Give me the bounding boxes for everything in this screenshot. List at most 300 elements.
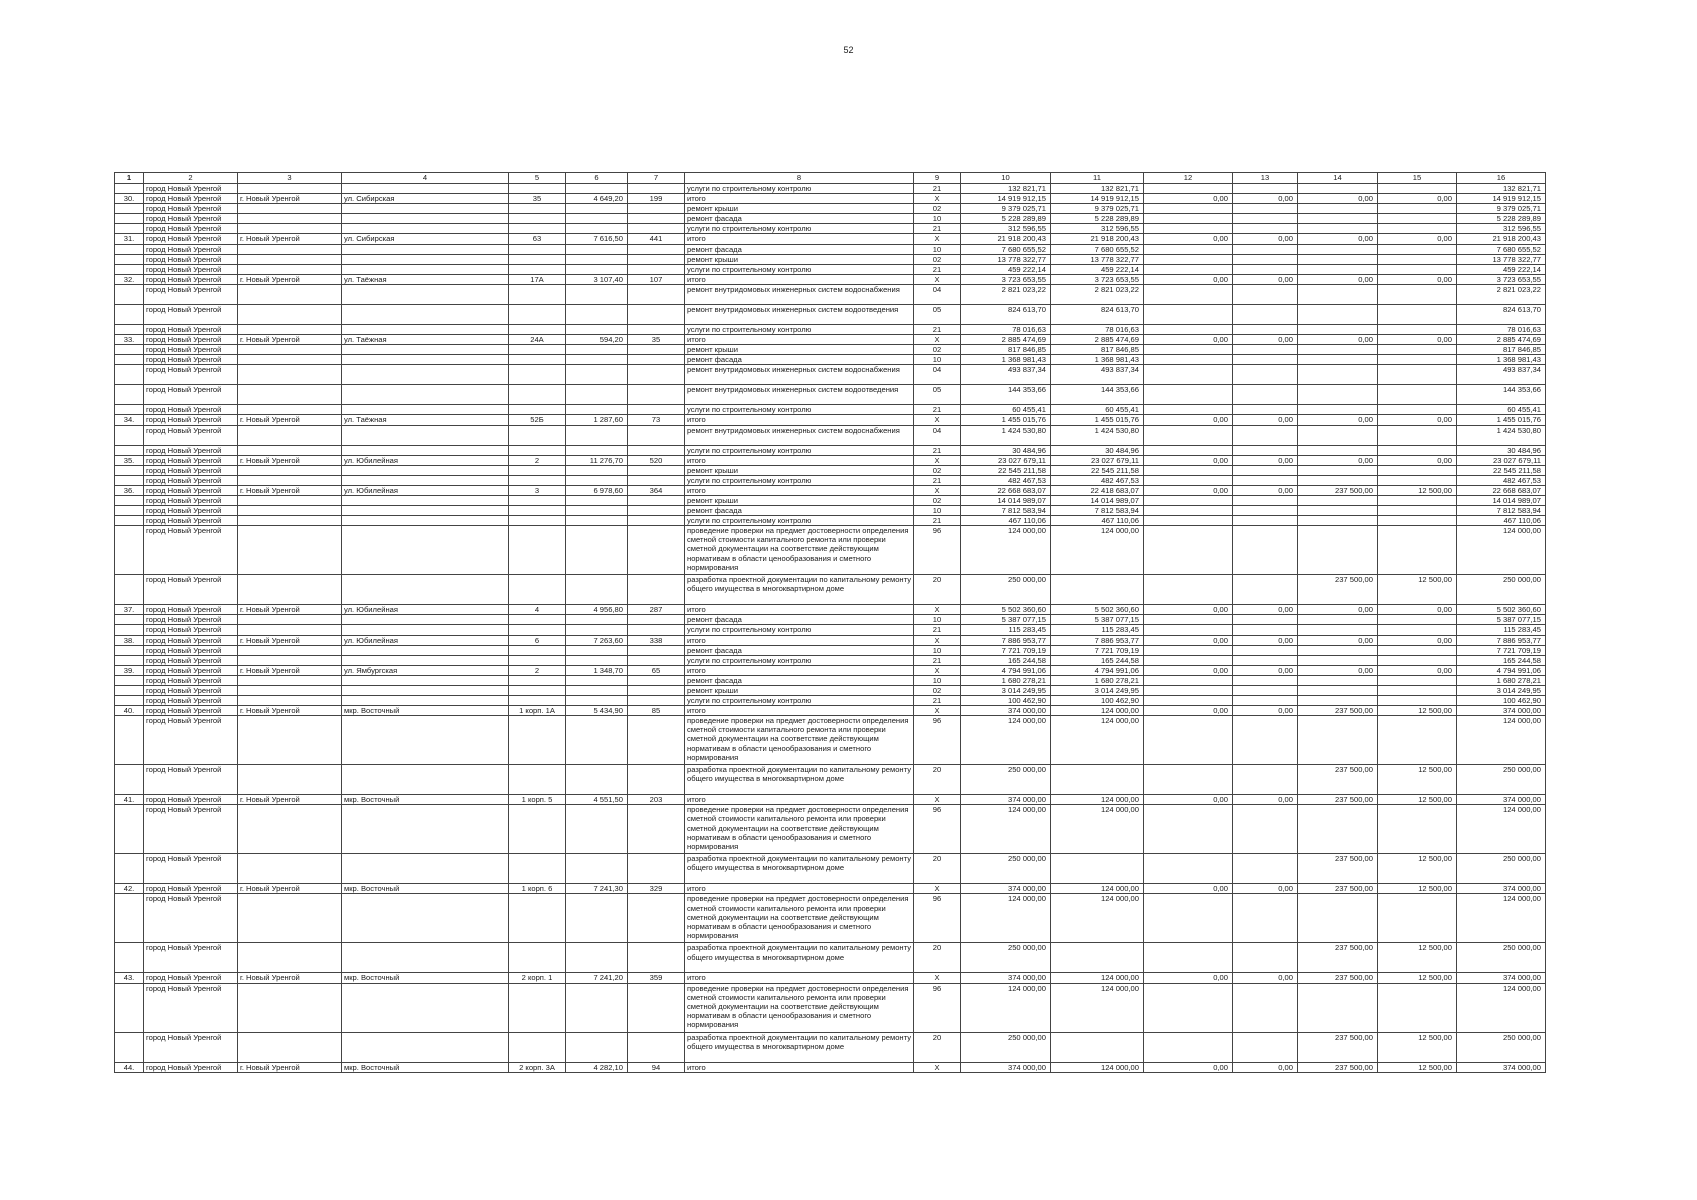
- table-cell-col-8: ремонт крыши: [685, 254, 914, 264]
- table-cell-col-11: 14 919 912,15: [1051, 194, 1144, 204]
- table-cell-col-13: 0,00: [1233, 485, 1298, 495]
- table-cell-col-9: 20: [914, 1032, 961, 1062]
- table-cell-col-2: город Новый Уренгой: [144, 264, 238, 274]
- table-cell-col-5: [509, 686, 566, 696]
- page-number: 52: [843, 45, 854, 55]
- table-cell-col-12: [1144, 475, 1233, 485]
- table-cell-col-6: [566, 645, 628, 655]
- table-cell-col-7: [628, 854, 685, 884]
- table-cell-col-13: [1233, 475, 1298, 485]
- table-cell-col-5: [509, 575, 566, 605]
- table-cell-col-7: 338: [628, 635, 685, 645]
- table-cell-col-4: [342, 224, 509, 234]
- table-cell-col-15: [1378, 805, 1457, 854]
- table-cell-col-12: [1144, 675, 1233, 685]
- table-cell-col-6: [566, 696, 628, 706]
- table-cell-col-1: 34.: [115, 415, 144, 425]
- table-cell-col-2: город Новый Уренгой: [144, 943, 238, 973]
- table-cell-col-14: 237 500,00: [1298, 795, 1378, 805]
- table-row: [115, 716, 1546, 765]
- table-cell-col-11: 132 821,71: [1051, 184, 1144, 194]
- table-cell-col-5: [509, 365, 566, 385]
- table-row: [115, 455, 1546, 465]
- table-cell-col-2: город Новый Уренгой: [144, 385, 238, 405]
- table-cell-col-8: итого: [685, 605, 914, 615]
- table-cell-col-13: [1233, 615, 1298, 625]
- table-cell-col-8: ремонт фасада: [685, 244, 914, 254]
- table-cell-col-2: город Новый Уренгой: [144, 516, 238, 526]
- table-cell-col-9: X: [914, 884, 961, 894]
- table-cell-col-11: 115 283,45: [1051, 625, 1144, 635]
- table-cell-col-3: [238, 324, 342, 334]
- table-cell-col-16: 4 794 991,06: [1457, 665, 1546, 675]
- table-cell-col-11: 7 680 655,52: [1051, 244, 1144, 254]
- table-cell-col-2: город Новый Уренгой: [144, 445, 238, 455]
- table-cell-col-12: [1144, 526, 1233, 575]
- table-cell-col-13: 0,00: [1233, 415, 1298, 425]
- table-row: [115, 234, 1546, 244]
- table-cell-col-1: [115, 943, 144, 973]
- table-cell-col-1: [115, 645, 144, 655]
- table-cell-col-16: 7 721 709,19: [1457, 645, 1546, 655]
- table-cell-col-16: 165 244,58: [1457, 655, 1546, 665]
- table-row: [115, 655, 1546, 665]
- table-cell-col-7: [628, 983, 685, 1032]
- table-cell-col-6: [566, 625, 628, 635]
- table-cell-col-15: [1378, 655, 1457, 665]
- table-cell-col-14: 0,00: [1298, 335, 1378, 345]
- table-row: [115, 983, 1546, 1032]
- table-cell-col-12: [1144, 264, 1233, 274]
- table-cell-col-9: 21: [914, 405, 961, 415]
- table-cell-col-3: [238, 224, 342, 234]
- table-cell-col-2: город Новый Уренгой: [144, 655, 238, 665]
- table-row: [115, 854, 1546, 884]
- table-cell-col-16: 7 680 655,52: [1457, 244, 1546, 254]
- table-cell-col-5: [509, 254, 566, 264]
- table-cell-col-13: [1233, 284, 1298, 304]
- table-row: [115, 884, 1546, 894]
- table-cell-col-6: 4 551,50: [566, 795, 628, 805]
- table-cell-col-7: 359: [628, 973, 685, 983]
- table-cell-col-3: [238, 675, 342, 685]
- table-cell-col-6: [566, 264, 628, 274]
- table-cell-col-5: [509, 405, 566, 415]
- table-cell-col-10: 5 387 077,15: [961, 615, 1051, 625]
- table-cell-col-11: 124 000,00: [1051, 716, 1144, 765]
- table-cell-col-9: 04: [914, 365, 961, 385]
- table-cell-col-12: 0,00: [1144, 485, 1233, 495]
- table-cell-col-10: 250 000,00: [961, 854, 1051, 884]
- table-cell-col-3: [238, 244, 342, 254]
- table-cell-col-12: 0,00: [1144, 665, 1233, 675]
- table-cell-col-8: услуги по строительному контролю: [685, 224, 914, 234]
- table-cell-col-4: ул. Сибирская: [342, 194, 509, 204]
- table-cell-col-10: 1 424 530,80: [961, 425, 1051, 445]
- table-cell-col-10: 132 821,71: [961, 184, 1051, 194]
- table-cell-col-4: ул. Юбилейная: [342, 605, 509, 615]
- table-cell-col-2: город Новый Уренгой: [144, 765, 238, 795]
- table-cell-col-3: [238, 445, 342, 455]
- table-cell-col-12: [1144, 445, 1233, 455]
- table-cell-col-10: 124 000,00: [961, 526, 1051, 575]
- table-cell-col-16: 78 016,63: [1457, 324, 1546, 334]
- table-cell-col-13: [1233, 355, 1298, 365]
- table-cell-col-7: [628, 943, 685, 973]
- table-cell-col-10: 817 846,85: [961, 345, 1051, 355]
- table-cell-col-1: 37.: [115, 605, 144, 615]
- table-cell-col-1: [115, 696, 144, 706]
- table-cell-col-2: город Новый Уренгой: [144, 706, 238, 716]
- table-cell-col-14: [1298, 655, 1378, 665]
- table-cell-col-8: итого: [685, 415, 914, 425]
- table-cell-col-3: [238, 284, 342, 304]
- table-cell-col-5: [509, 385, 566, 405]
- table-cell-col-16: 7 886 953,77: [1457, 635, 1546, 645]
- table-cell-col-16: 14 014 989,07: [1457, 495, 1546, 505]
- table-cell-col-12: [1144, 214, 1233, 224]
- table-cell-col-15: [1378, 345, 1457, 355]
- table-cell-col-1: [115, 805, 144, 854]
- table-cell-col-15: 0,00: [1378, 415, 1457, 425]
- table-row: [115, 615, 1546, 625]
- table-cell-col-9: X: [914, 485, 961, 495]
- table-cell-col-11: 5 228 289,89: [1051, 214, 1144, 224]
- table-cell-col-4: [342, 204, 509, 214]
- table-cell-col-4: [342, 405, 509, 415]
- table-cell-col-3: [238, 264, 342, 274]
- table-cell-col-11: 124 000,00: [1051, 526, 1144, 575]
- table-cell-col-6: [566, 575, 628, 605]
- table-cell-col-14: [1298, 495, 1378, 505]
- table-cell-col-9: X: [914, 665, 961, 675]
- table-cell-col-6: 3 107,40: [566, 274, 628, 284]
- table-cell-col-16: 493 837,34: [1457, 365, 1546, 385]
- table-cell-col-4: [342, 575, 509, 605]
- table-cell-col-10: 144 353,66: [961, 385, 1051, 405]
- table-cell-col-1: [115, 284, 144, 304]
- table-cell-col-9: 21: [914, 625, 961, 635]
- table-cell-col-4: [342, 244, 509, 254]
- table-cell-col-4: [342, 425, 509, 445]
- table-cell-col-3: [238, 405, 342, 415]
- table-cell-col-9: 96: [914, 805, 961, 854]
- table-row: [115, 385, 1546, 405]
- table-cell-col-13: [1233, 425, 1298, 445]
- table-cell-col-7: [628, 244, 685, 254]
- table-cell-col-1: [115, 506, 144, 516]
- table-cell-col-14: [1298, 204, 1378, 214]
- table-cell-col-5: 35: [509, 194, 566, 204]
- table-cell-col-12: [1144, 506, 1233, 516]
- table-cell-col-6: 7 241,20: [566, 973, 628, 983]
- table-cell-col-9: X: [914, 706, 961, 716]
- table-cell-col-14: 237 500,00: [1298, 1062, 1378, 1072]
- table-cell-col-12: 0,00: [1144, 415, 1233, 425]
- table-cell-col-3: [238, 805, 342, 854]
- table-cell-col-9: 20: [914, 765, 961, 795]
- table-cell-col-1: 32.: [115, 274, 144, 284]
- table-cell-col-7: 85: [628, 706, 685, 716]
- table-cell-col-15: 12 500,00: [1378, 485, 1457, 495]
- table-cell-col-15: 12 500,00: [1378, 973, 1457, 983]
- table-cell-col-1: 42.: [115, 884, 144, 894]
- table-cell-col-14: [1298, 264, 1378, 274]
- table-cell-col-3: [238, 943, 342, 973]
- table-row: [115, 335, 1546, 345]
- table-cell-col-8: проведение проверки на предмет достоверности определения сметной стоимости капитального ремонта или проверки сметной документации на соответствие действующим нормативам в области ценообразования и сметного нормирования: [685, 805, 914, 854]
- table-cell-col-1: [115, 894, 144, 943]
- table-cell-col-6: [566, 686, 628, 696]
- table-cell-col-8: услуги по строительному контролю: [685, 445, 914, 455]
- table-cell-col-8: ремонт внутридомовых инженерных систем водоснабжения: [685, 425, 914, 445]
- table-cell-col-7: [628, 284, 685, 304]
- table-cell-col-7: [628, 716, 685, 765]
- table-cell-col-2: город Новый Уренгой: [144, 686, 238, 696]
- table-cell-col-7: [628, 516, 685, 526]
- table-row: [115, 696, 1546, 706]
- table-row: [115, 475, 1546, 485]
- table-cell-col-7: [628, 204, 685, 214]
- table-cell-col-14: [1298, 224, 1378, 234]
- table-cell-col-5: 2 корп. 3А: [509, 1062, 566, 1072]
- table-cell-col-4: [342, 645, 509, 655]
- table-row: [115, 526, 1546, 575]
- table-cell-col-10: 374 000,00: [961, 795, 1051, 805]
- table-cell-col-1: 33.: [115, 335, 144, 345]
- table-cell-col-16: 124 000,00: [1457, 716, 1546, 765]
- column-header-16: 16: [1457, 173, 1546, 184]
- table-cell-col-16: 7 812 583,94: [1457, 506, 1546, 516]
- table-cell-col-5: [509, 516, 566, 526]
- table-cell-col-2: город Новый Уренгой: [144, 575, 238, 605]
- table-cell-col-2: город Новый Уренгой: [144, 204, 238, 214]
- table-cell-col-13: 0,00: [1233, 795, 1298, 805]
- table-cell-col-12: 0,00: [1144, 795, 1233, 805]
- table-cell-col-11: 14 014 989,07: [1051, 495, 1144, 505]
- table-cell-col-8: услуги по строительному контролю: [685, 625, 914, 635]
- table-cell-col-13: [1233, 224, 1298, 234]
- table-cell-col-13: [1233, 214, 1298, 224]
- table-cell-col-5: [509, 675, 566, 685]
- table-cell-col-12: [1144, 615, 1233, 625]
- table-cell-col-11: 1 424 530,80: [1051, 425, 1144, 445]
- table-cell-col-13: [1233, 244, 1298, 254]
- table-cell-col-16: 459 222,14: [1457, 264, 1546, 274]
- table-cell-col-9: 10: [914, 675, 961, 685]
- table-cell-col-16: 30 484,96: [1457, 445, 1546, 455]
- table-cell-col-4: [342, 943, 509, 973]
- table-cell-col-11: 100 462,90: [1051, 696, 1144, 706]
- table-cell-col-5: [509, 765, 566, 795]
- table-cell-col-12: [1144, 686, 1233, 696]
- table-cell-col-3: г. Новый Уренгой: [238, 884, 342, 894]
- table-cell-col-6: [566, 716, 628, 765]
- table-cell-col-9: 21: [914, 184, 961, 194]
- table-cell-col-4: [342, 765, 509, 795]
- table-cell-col-15: [1378, 716, 1457, 765]
- table-cell-col-10: 100 462,90: [961, 696, 1051, 706]
- table-cell-col-7: [628, 805, 685, 854]
- table-cell-col-3: [238, 615, 342, 625]
- table-cell-col-14: [1298, 355, 1378, 365]
- table-cell-col-14: [1298, 983, 1378, 1032]
- table-cell-col-8: разработка проектной документации по капитальному ремонту общего имущества в многоквартирном доме: [685, 1032, 914, 1062]
- table-cell-col-9: X: [914, 194, 961, 204]
- table-cell-col-9: 96: [914, 526, 961, 575]
- table-cell-col-6: 1 348,70: [566, 665, 628, 675]
- table-cell-col-14: [1298, 716, 1378, 765]
- table-cell-col-16: 14 919 912,15: [1457, 194, 1546, 204]
- table-cell-col-8: ремонт крыши: [685, 495, 914, 505]
- table-row: [115, 635, 1546, 645]
- table-cell-col-13: [1233, 385, 1298, 405]
- table-cell-col-10: 5 502 360,60: [961, 605, 1051, 615]
- table-cell-col-14: 237 500,00: [1298, 854, 1378, 884]
- table-cell-col-2: город Новый Уренгой: [144, 335, 238, 345]
- table-cell-col-13: [1233, 506, 1298, 516]
- table-cell-col-9: X: [914, 1062, 961, 1072]
- table-cell-col-15: [1378, 324, 1457, 334]
- table-cell-col-6: [566, 244, 628, 254]
- table-cell-col-16: 2 821 023,22: [1457, 284, 1546, 304]
- table-cell-col-11: 21 918 200,43: [1051, 234, 1144, 244]
- table-cell-col-5: [509, 854, 566, 884]
- table-cell-col-8: итого: [685, 665, 914, 675]
- table-cell-col-7: [628, 475, 685, 485]
- table-cell-col-16: 374 000,00: [1457, 884, 1546, 894]
- table-cell-col-10: 374 000,00: [961, 1062, 1051, 1072]
- table-cell-col-1: [115, 983, 144, 1032]
- table-cell-col-2: город Новый Уренгой: [144, 716, 238, 765]
- table-cell-col-16: 5 502 360,60: [1457, 605, 1546, 615]
- table-cell-col-1: 38.: [115, 635, 144, 645]
- table-cell-col-2: город Новый Уренгой: [144, 983, 238, 1032]
- table-row: [115, 224, 1546, 234]
- table-cell-col-7: [628, 214, 685, 224]
- table-cell-col-13: [1233, 526, 1298, 575]
- table-cell-col-4: [342, 805, 509, 854]
- table-cell-col-3: [238, 355, 342, 365]
- table-cell-col-5: [509, 894, 566, 943]
- table-cell-col-6: [566, 214, 628, 224]
- table-cell-col-15: [1378, 184, 1457, 194]
- table-cell-col-14: 237 500,00: [1298, 943, 1378, 973]
- table-cell-col-5: 3: [509, 485, 566, 495]
- table-cell-col-15: 0,00: [1378, 635, 1457, 645]
- table-cell-col-6: [566, 983, 628, 1032]
- table-cell-col-5: 1 корп. 6: [509, 884, 566, 894]
- table-cell-col-2: город Новый Уренгой: [144, 224, 238, 234]
- table-cell-col-12: 0,00: [1144, 635, 1233, 645]
- table-cell-col-15: [1378, 405, 1457, 415]
- table-cell-col-5: 52Б: [509, 415, 566, 425]
- table-cell-col-16: 1 368 981,43: [1457, 355, 1546, 365]
- table-cell-col-11: 1 455 015,76: [1051, 415, 1144, 425]
- table-cell-col-9: X: [914, 635, 961, 645]
- table-cell-col-15: 12 500,00: [1378, 706, 1457, 716]
- table-cell-col-1: [115, 765, 144, 795]
- table-cell-col-3: г. Новый Уренгой: [238, 1062, 342, 1072]
- table-cell-col-10: 124 000,00: [961, 983, 1051, 1032]
- table-row: [115, 645, 1546, 655]
- table-cell-col-6: [566, 345, 628, 355]
- table-cell-col-12: [1144, 516, 1233, 526]
- table-cell-col-4: [342, 324, 509, 334]
- table-cell-col-11: 124 000,00: [1051, 706, 1144, 716]
- table-cell-col-16: 824 613,70: [1457, 304, 1546, 324]
- table-cell-col-6: [566, 254, 628, 264]
- table-cell-col-10: 1 455 015,76: [961, 415, 1051, 425]
- table-row: [115, 254, 1546, 264]
- table-cell-col-2: город Новый Уренгой: [144, 795, 238, 805]
- table-cell-col-14: [1298, 475, 1378, 485]
- table-cell-col-11: 493 837,34: [1051, 365, 1144, 385]
- table-cell-col-5: [509, 345, 566, 355]
- table-cell-col-5: [509, 224, 566, 234]
- table-cell-col-13: [1233, 894, 1298, 943]
- table-cell-col-3: г. Новый Уренгой: [238, 605, 342, 615]
- table-cell-col-14: [1298, 324, 1378, 334]
- table-cell-col-13: [1233, 854, 1298, 884]
- table-cell-col-5: [509, 244, 566, 254]
- table-cell-col-13: [1233, 645, 1298, 655]
- table-cell-col-7: [628, 465, 685, 475]
- table-cell-col-16: 5 387 077,15: [1457, 615, 1546, 625]
- table-cell-col-10: 22 545 211,58: [961, 465, 1051, 475]
- table-cell-col-13: 0,00: [1233, 234, 1298, 244]
- table-cell-col-2: город Новый Уренгой: [144, 665, 238, 675]
- table-row: [115, 686, 1546, 696]
- table-cell-col-4: [342, 1032, 509, 1062]
- table-cell-col-1: [115, 254, 144, 264]
- table-cell-col-14: [1298, 645, 1378, 655]
- table-cell-col-5: 6: [509, 635, 566, 645]
- table-cell-col-3: [238, 655, 342, 665]
- table-cell-col-6: 7 241,30: [566, 884, 628, 894]
- table-cell-col-8: итого: [685, 455, 914, 465]
- table-cell-col-12: [1144, 983, 1233, 1032]
- table-cell-col-7: [628, 765, 685, 795]
- table-cell-col-13: [1233, 345, 1298, 355]
- table-cell-col-2: город Новый Уренгой: [144, 184, 238, 194]
- table-cell-col-1: [115, 854, 144, 884]
- table-cell-col-8: ремонт фасада: [685, 506, 914, 516]
- table-cell-col-8: проведение проверки на предмет достоверности определения сметной стоимости капитального ремонта или проверки сметной документации на соответствие действующим нормативам в области ценообразования и сметного нормирования: [685, 894, 914, 943]
- table-cell-col-3: [238, 983, 342, 1032]
- table-cell-col-10: 7 721 709,19: [961, 645, 1051, 655]
- table-cell-col-12: [1144, 696, 1233, 706]
- table-cell-col-16: 60 455,41: [1457, 405, 1546, 415]
- table-cell-col-2: город Новый Уренгой: [144, 526, 238, 575]
- table-cell-col-1: 31.: [115, 234, 144, 244]
- table-cell-col-2: город Новый Уренгой: [144, 1032, 238, 1062]
- table-cell-col-6: [566, 506, 628, 516]
- table-cell-col-16: 482 467,53: [1457, 475, 1546, 485]
- table-cell-col-2: город Новый Уренгой: [144, 405, 238, 415]
- table-cell-col-11: 13 778 322,77: [1051, 254, 1144, 264]
- table-cell-col-11: 824 613,70: [1051, 304, 1144, 324]
- table-cell-col-10: 7 812 583,94: [961, 506, 1051, 516]
- table-cell-col-2: город Новый Уренгой: [144, 645, 238, 655]
- table-cell-col-15: [1378, 625, 1457, 635]
- table-cell-col-14: [1298, 675, 1378, 685]
- table-cell-col-13: 0,00: [1233, 1062, 1298, 1072]
- table-cell-col-9: 02: [914, 465, 961, 475]
- table-cell-col-10: 13 778 322,77: [961, 254, 1051, 264]
- table-cell-col-10: 374 000,00: [961, 884, 1051, 894]
- table-row: [115, 516, 1546, 526]
